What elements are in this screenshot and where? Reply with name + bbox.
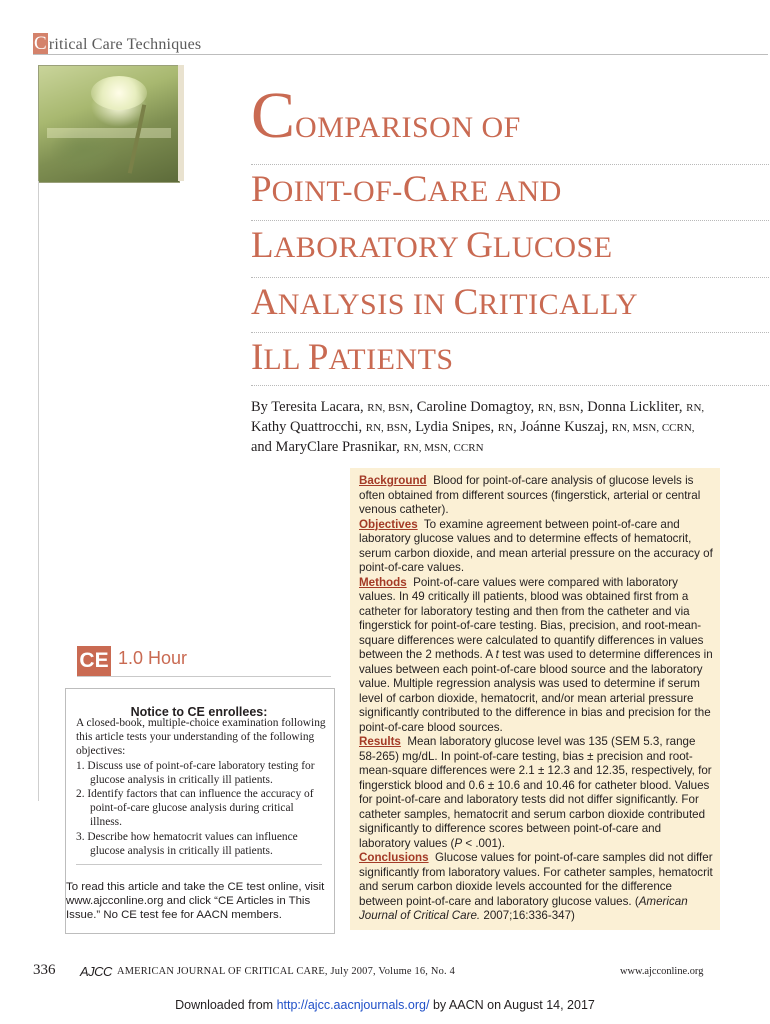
ajcc-logo: AJCC	[80, 964, 112, 979]
abstract-heading-conclusions: Conclusions	[359, 851, 429, 864]
page-number: 336	[33, 962, 56, 978]
author-name: By Teresita Lacara,	[251, 399, 364, 415]
ce-objective: 2. Identify factors that can influence the accuracy of point-of-care glucose analysis during critical illness.	[76, 788, 314, 829]
author-list	[251, 398, 751, 458]
abstract-citation-journal: American Journal of Critical Care.	[359, 894, 688, 922]
abstract-heading-background: Background	[359, 474, 427, 487]
author-name: , Joánne Kuszaj,	[513, 419, 609, 435]
title-text: ABORATORY	[273, 231, 467, 264]
author-name: , Donna Lickliter,	[579, 399, 683, 415]
title-cap: G	[466, 225, 493, 266]
title-text: LUCOSE	[492, 231, 613, 264]
title-initial: C	[251, 79, 296, 152]
abstract-italic-p: P	[454, 836, 463, 850]
title-line-4	[251, 281, 638, 324]
section-label-initial: C	[34, 33, 47, 54]
title-cap: L	[251, 225, 274, 266]
download-link[interactable]: http://ajcc.aacnjournals.org/	[276, 998, 430, 1012]
download-prefix: Downloaded from	[175, 998, 274, 1012]
title-line-2	[251, 168, 562, 211]
title-line-3	[251, 224, 613, 267]
title-rule	[251, 385, 770, 387]
title-rule	[251, 164, 770, 166]
title-text: ATIENTS	[328, 343, 454, 376]
abstract-results-text: Mean laboratory glucose level was 135 (SEM 5.3, range 58-265) mg/dL. In point-of-care testing, bias ± precision and root-mean-square differences were 2.1 ± 12.3 and 12.35, respectively, for fingerstick blood and 0.6 ± 10.6 and 10.46 for catheter blood. Values for point-of-care and laboratory tests did not differ significantly. For catheter samples, hematocrit and serum carbon dioxide contributed significantly to difference scores between point-of-care and laboratory values (	[359, 735, 712, 850]
abstract-heading-results: Results	[359, 735, 401, 748]
title-cap: C	[453, 282, 479, 323]
ce-objective: 1. Discuss use of point-of-care laboratory testing for glucose analysis in critically ill patients.	[76, 759, 315, 786]
title-text: NALYSIS IN	[277, 288, 454, 321]
title-text: LL	[263, 343, 308, 376]
author-name: , Caroline Domagtoy,	[409, 399, 535, 415]
title-text: ARE AND	[427, 175, 562, 208]
ce-rule	[77, 676, 331, 677]
author-credentials: RN, MSN, CCRN,	[611, 422, 695, 434]
title-cap: P	[251, 169, 272, 210]
author-name: , Lydia Snipes,	[407, 419, 495, 435]
section-label-text: ritical Care Techniques	[48, 36, 202, 53]
photo-highlight	[47, 128, 171, 138]
author-credentials: RN,	[686, 402, 705, 414]
title-line-1	[251, 78, 521, 154]
author-credentials: RN, BSN	[365, 422, 408, 434]
title-cap: A	[251, 282, 278, 323]
abstract-methods-text: test was used to determine differences in values between each point-of-care blood source and the laboratory value. Multiple regression analysis was used to determine if serum level of carbon dioxide, hematocrit, and/or mean arterial pressure significantly contributed to the difference in bias and precision for the point-of-care blood sources.	[359, 648, 713, 734]
title-text: OINT-OF-	[271, 175, 403, 208]
margin-rule	[38, 181, 39, 801]
title-text: RITICALLY	[478, 288, 639, 321]
section-label	[33, 33, 201, 55]
journal-website: www.ajcconline.org	[620, 966, 704, 977]
ce-notice-title: Notice to CE enrollees:	[130, 705, 268, 719]
download-suffix: by AACN on August 14, 2017	[432, 998, 595, 1012]
abstract-italic-t: t	[495, 648, 499, 661]
title-text: OMPARISON OF	[295, 111, 521, 144]
abstract-conclusions-text: Glucose values for point-of-care samples did not differ significantly from laboratory values. For catheter samples, hematocrit and serum carbon dioxide levels accounted for the difference between point-of-care and laboratory glucose values. (	[359, 851, 713, 908]
surgical-lamp	[91, 76, 147, 110]
abstract-text	[359, 474, 715, 924]
abstract-citation: 2007;16:336-347)	[483, 909, 575, 922]
abstract-heading-methods: Methods	[359, 575, 407, 589]
abstract-methods-text: Point-of-care values were compared with laboratory values. In 49 critically ill patients, blood was obtained first from a catheter for laboratory testing and then from the catheter and via fingerstick for point-of-care testing. Bias, precision, and root-mean-square differences were calculated to quantify differences in values between the 2 methods. A	[359, 575, 704, 661]
download-notice	[0, 998, 770, 1012]
title-rule	[251, 332, 770, 334]
author-name: Kathy Quattrocchi,	[251, 419, 363, 435]
author-credentials: RN, MSN, CCRN	[403, 442, 484, 454]
photo-border-tab	[178, 65, 184, 181]
author-credentials: RN	[497, 422, 514, 434]
abstract-heading-objectives: Objectives	[359, 517, 418, 531]
abstract-objectives-text: To examine agreement between point-of-care and laboratory glucose values and to determine effects of hematocrit, serum carbon dioxide, and mean arterial pressure on the accuracy of point-of-care values.	[359, 517, 713, 574]
ce-hours: 1.0 Hour	[118, 648, 188, 668]
lamp-arm	[128, 104, 146, 173]
ce-separator	[76, 864, 322, 865]
author-credentials: RN, BSN	[367, 402, 410, 414]
operating-room-photo	[38, 65, 180, 183]
journal-citation: AMERICAN JOURNAL OF CRITICAL CARE, July 2007, Volume 16, No. 4	[117, 966, 455, 977]
title-cap: I	[251, 337, 264, 378]
ce-intro: A closed-book, multiple-choice examination following this article tests your understanding of the following objectives:	[76, 717, 326, 758]
title-cap: P	[307, 337, 329, 378]
title-cap: C	[402, 169, 428, 210]
header-rule	[33, 54, 768, 55]
title-line-5	[251, 336, 454, 379]
title-rule	[251, 277, 770, 279]
ce-objective: 3. Describe how hematocrit values can influence glucose analysis in critically ill patients.	[76, 830, 298, 857]
ce-instructions: To read this article and take the CE test online, visit www.ajcconline.org and click “CE Articles in This Issue.” No CE test fee for AACN members.	[66, 881, 325, 922]
abstract-background-text: Blood for point-of-care analysis of glucose levels is often obtained from different sources (fingerstick, arterial or central venous catheter).	[359, 474, 701, 516]
abstract-results-text: < .001).	[465, 836, 505, 850]
author-credentials: RN, BSN	[537, 402, 580, 414]
ce-notice-body	[76, 716, 326, 858]
title-rule	[251, 220, 770, 222]
author-name: and MaryClare Prasnikar,	[251, 439, 400, 455]
ce-badge: CE	[77, 646, 111, 676]
